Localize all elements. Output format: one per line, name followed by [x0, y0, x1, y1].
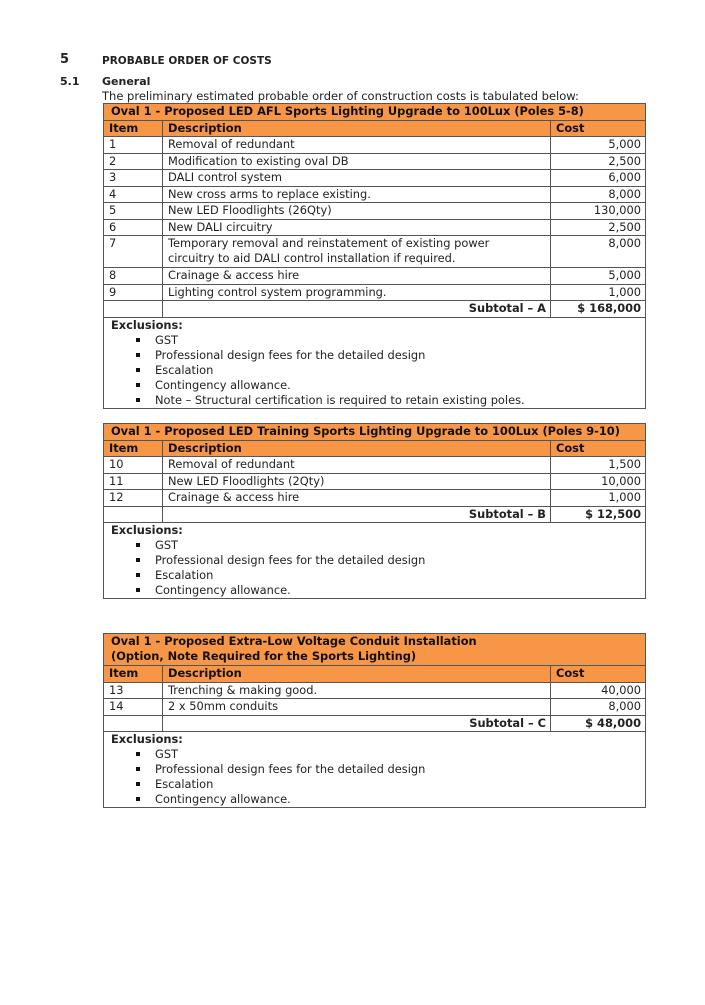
row-description: Removal of redundant [163, 457, 551, 474]
intro-text: The preliminary estimated probable order of construction costs is tabulated below: [102, 89, 579, 103]
row-cost: 2,500 [551, 153, 646, 170]
subtotal-row [104, 301, 646, 318]
table-row [104, 268, 646, 285]
subtotal-value: $ 168,000 [551, 301, 646, 318]
table-row [104, 170, 646, 187]
exclusion-item: Professional design fees for the detailed design [111, 553, 639, 568]
subtotal-label: Subtotal – B [163, 506, 551, 523]
table-row [104, 682, 646, 699]
header-cost: Cost [551, 120, 646, 137]
exclusions-heading: Exclusions: [111, 523, 183, 537]
table-row [104, 153, 646, 170]
subtotal-blank [104, 301, 163, 318]
exclusions-list [111, 747, 639, 807]
cost-table-b [103, 423, 646, 599]
subsection-number: 5.1 [60, 75, 80, 88]
exclusion-item: Professional design fees for the detailed design [111, 762, 639, 777]
row-item: 7 [104, 236, 163, 268]
cost-table-c [103, 633, 646, 808]
table-title-row [104, 634, 646, 666]
section-title: PROBABLE ORDER OF COSTS [102, 55, 272, 67]
exclusion-item: Escalation [111, 568, 639, 583]
row-cost: 8,000 [551, 236, 646, 268]
subtotal-label: Subtotal – C [163, 715, 551, 732]
row-item: 11 [104, 473, 163, 490]
exclusions-row [104, 732, 646, 808]
table-row [104, 219, 646, 236]
row-item: 2 [104, 153, 163, 170]
exclusion-item: Escalation [111, 777, 639, 792]
table-header-row [104, 666, 646, 683]
subtotal-blank [104, 506, 163, 523]
cost-table-a [103, 103, 646, 409]
exclusion-item: Professional design fees for the detailed design [111, 348, 639, 363]
table-row [104, 203, 646, 220]
exclusion-item: Contingency allowance. [111, 792, 639, 807]
header-item: Item [104, 120, 163, 137]
table-row [104, 186, 646, 203]
table-row [104, 137, 646, 154]
row-item: 1 [104, 137, 163, 154]
row-item: 12 [104, 490, 163, 507]
subtotal-value: $ 48,000 [551, 715, 646, 732]
table-title: Oval 1 - Proposed LED Training Sports Lighting Upgrade to 100Lux (Poles 9-10) [104, 424, 646, 441]
table-row [104, 236, 646, 268]
row-cost: 1,500 [551, 457, 646, 474]
row-cost: 1,000 [551, 284, 646, 301]
row-item: 5 [104, 203, 163, 220]
row-cost: 6,000 [551, 170, 646, 187]
row-description: New LED Floodlights (2Qty) [163, 473, 551, 490]
table-row [104, 457, 646, 474]
exclusions-list [111, 538, 639, 598]
table-title [104, 634, 646, 666]
header-cost: Cost [551, 666, 646, 683]
exclusions-block [104, 317, 646, 408]
exclusion-item: GST [111, 538, 639, 553]
exclusion-item: Contingency allowance. [111, 583, 639, 598]
row-item: 3 [104, 170, 163, 187]
table-header-row [104, 440, 646, 457]
exclusions-block [104, 523, 646, 599]
exclusion-item: Note – Structural certification is required to retain existing poles. [111, 393, 639, 408]
subtotal-label: Subtotal – A [163, 301, 551, 318]
table-header-row [104, 120, 646, 137]
table-title-line-1: Oval 1 - Proposed Extra-Low Voltage Conduit Installation [111, 634, 477, 648]
table-title-row [104, 424, 646, 441]
row-description: Lighting control system programming. [163, 284, 551, 301]
row-item: 4 [104, 186, 163, 203]
row-cost: 1,000 [551, 490, 646, 507]
row-cost: 8,000 [551, 186, 646, 203]
header-item: Item [104, 666, 163, 683]
header-description: Description [163, 120, 551, 137]
subtotal-value: $ 12,500 [551, 506, 646, 523]
table-row [104, 699, 646, 716]
row-description: Removal of redundant [163, 137, 551, 154]
row-cost: 130,000 [551, 203, 646, 220]
header-cost: Cost [551, 440, 646, 457]
row-cost: 2,500 [551, 219, 646, 236]
row-description: Temporary removal and reinstatement of existing power circuitry to aid DALI control installation if required. [163, 236, 551, 268]
table-row [104, 284, 646, 301]
exclusions-block [104, 732, 646, 808]
exclusions-row [104, 317, 646, 408]
header-description: Description [163, 440, 551, 457]
exclusion-item: Contingency allowance. [111, 378, 639, 393]
exclusion-item: GST [111, 747, 639, 762]
row-cost: 5,000 [551, 137, 646, 154]
row-description: Crainage & access hire [163, 490, 551, 507]
subtotal-blank [104, 715, 163, 732]
row-item: 14 [104, 699, 163, 716]
row-item: 8 [104, 268, 163, 285]
row-description: New cross arms to replace existing. [163, 186, 551, 203]
row-description: Crainage & access hire [163, 268, 551, 285]
row-item: 6 [104, 219, 163, 236]
table-title: Oval 1 - Proposed LED AFL Sports Lighting Upgrade to 100Lux (Poles 5-8) [104, 104, 646, 121]
exclusions-row [104, 523, 646, 599]
subtotal-row [104, 506, 646, 523]
row-description: New LED Floodlights (26Qty) [163, 203, 551, 220]
table-title-line-2: (Option, Note Required for the Sports Lighting) [111, 649, 417, 663]
row-item: 13 [104, 682, 163, 699]
subtotal-row [104, 715, 646, 732]
row-description: 2 x 50mm conduits [163, 699, 551, 716]
exclusions-heading: Exclusions: [111, 317, 183, 332]
row-description: DALI control system [163, 170, 551, 187]
table-row [104, 490, 646, 507]
row-description: New DALI circuitry [163, 219, 551, 236]
row-description: Trenching & making good. [163, 682, 551, 699]
exclusions-heading: Exclusions: [111, 732, 183, 746]
header-item: Item [104, 440, 163, 457]
exclusions-list [111, 333, 639, 408]
section-number: 5 [60, 52, 70, 67]
table-row [104, 473, 646, 490]
row-cost: 5,000 [551, 268, 646, 285]
row-description: Modification to existing oval DB [163, 153, 551, 170]
row-item: 9 [104, 284, 163, 301]
row-cost: 8,000 [551, 699, 646, 716]
header-description: Description [163, 666, 551, 683]
exclusion-item: Escalation [111, 363, 639, 378]
table-title-row [104, 104, 646, 121]
exclusion-item: GST [111, 333, 639, 348]
subsection-title: General [102, 75, 151, 88]
row-item: 10 [104, 457, 163, 474]
row-cost: 10,000 [551, 473, 646, 490]
row-cost: 40,000 [551, 682, 646, 699]
